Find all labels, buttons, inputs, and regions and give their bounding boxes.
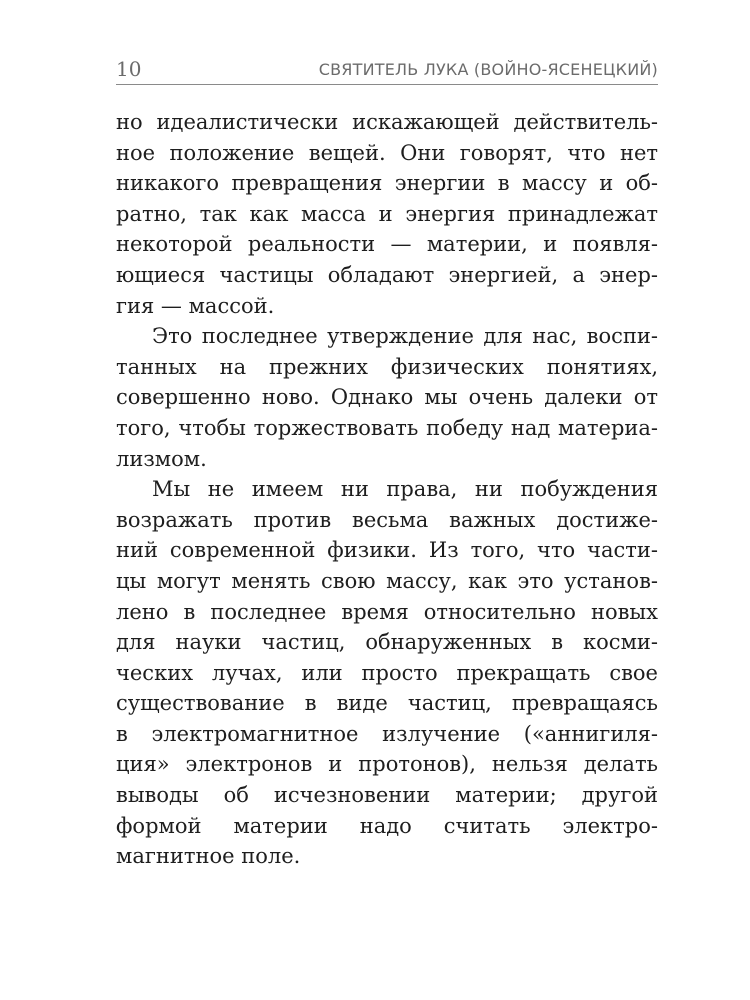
text-line: Мы не имеем ни права, ни побуждения [152,477,658,502]
text-line: ческих лучах, или просто прекращать свое [116,660,658,685]
text-line: танных на прежних физических понятиях, [116,354,658,379]
text-line: ний современной физики. Из того, что части- [116,538,658,563]
text-line: магнитное поле. [116,844,301,869]
text-line: ратно, так как масса и энергия принадлежат [116,201,658,226]
text-line: выводы об исчезновении материи; другой [116,783,658,808]
text-line: того, чтобы торжествовать победу над материа- [116,415,658,440]
text-line: в электромагнитное излучение («аннигиля- [116,721,658,746]
text-line: для науки частиц, обнаруженных в косми- [116,630,658,655]
text-line: существование в виде частиц, превращаясь [116,691,658,716]
body-text [116,107,658,872]
text-line: гия — массой. [116,293,275,318]
text-line: цы могут менять свою массу, как это установ- [116,568,658,593]
page-number: 10 [116,57,142,81]
running-header [116,58,658,85]
text-line: ция» электронов и протонов), нельзя делать [116,752,658,777]
paragraph-3 [116,474,658,872]
text-line: формой материи надо считать электро- [116,813,658,838]
text-line: некоторой реальности — материи, и появля- [116,232,658,257]
text-line: возражать против весьма важных достиже- [116,507,658,532]
text-line: совершенно ново. Однако мы очень далеки от [116,385,658,410]
running-title: СВЯТИТЕЛЬ ЛУКА (ВОЙНО-ЯСЕНЕЦКИЙ) [318,60,658,79]
text-line: Это последнее утверждение для нас, воспи- [152,324,658,349]
text-line: лизмом. [116,446,207,471]
text-line: никакого превращения энергии в массу и об- [116,171,658,196]
text-line: лено в последнее время относительно новых [116,599,658,624]
text-line: ющиеся частицы обладают энергией, а энер- [116,262,658,287]
paragraph-1 [116,107,658,321]
text-line: ное положение вещей. Они говорят, что нет [116,140,658,165]
text-line: но идеалистически искажающей действитель- [116,110,658,134]
paragraph-2 [116,321,658,474]
